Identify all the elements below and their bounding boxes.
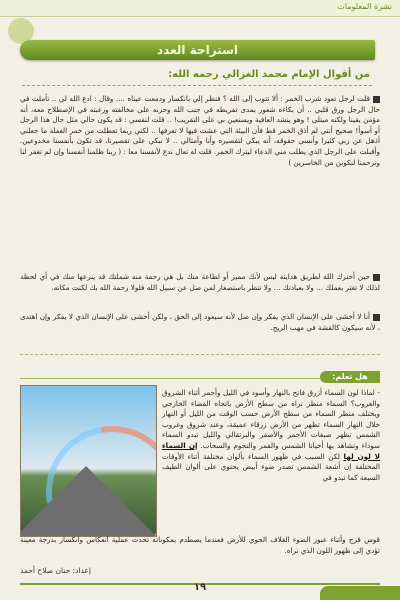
square-bullet-icon [373,274,380,281]
magazine-tag: نشرة المعلومات [337,2,392,11]
did-you-know-rule [20,378,320,379]
section-divider [20,354,380,355]
rainbow-road-photo [20,385,157,537]
quote-2-text: حين أخترك الله لطريق هدايته ليس لأنك مميز أو لطاعة منك بل هي رحمة منه شملتك قد ينزعها منك في أي لحظة لذلك لا تغتر بعملك ... ولا بعبادتك ... ولا تنظر باستصغار لمن ضل عن سبيل الله فلولا رحمة الله بك لكنت مكانه. [20,272,380,292]
did-you-know-intro: - لماذا لون السماء أزرق فاتح بالنهار وأسود في الليل وأحمر أثناء الشروق والغروب؟ السماء منظر نراه من سطح الأرض باتجاه الفضاء الخارجي ويختلف منظر السماء من سطح الأرض حسب الوقت من الليل أو النهار خلال النهار السماء تظهر من الأرض زرقاء عميقة، وعند شروق وغروب الشمس تظهر صبغات الأحمر والأصفر والبرتقالي والليل تبدو السماء سوداء وتشاهد بها أحيانا الشمس والقمر والنجوم والسحاب. [162,388,380,450]
road-shape [20,466,156,536]
did-you-know-continued: قوس قزح وأثناء عبور الضوء الغلاف الجوي للأرض فعندما يصطدم بمكوناته تحدث عملية انعكاس وانكسار بدرجة معينة تؤدي إلى ظهور اللون الذي نراه. [20,535,380,555]
square-bullet-icon [373,96,380,103]
did-you-know-label: هل تعلم: [320,371,380,383]
quote-paragraph-3 [20,312,380,333]
did-you-know-text [162,388,380,483]
subheading-divider [22,85,372,86]
quote-3-text: أنا لا أخشى على الإنسان الذي يفكر وإن ضل لأنه سيعود إلى الحق ، ولكن أخشى على الإنسان الذي لا يفكر وإن اهتدى ، لأنه سيكون كالقشة في مهب الريح. [20,312,380,332]
quote-paragraph-1 [20,94,380,168]
quotes-subheading: من أقوال الإمام محمد الغزالي رحمه الله: [168,69,370,80]
did-you-know-rest: لكن السبب في ظهور السماء بألوان مختلفة أثناء الأوقات المختلفة إن أشعة الشمس تصدر ضوء أبيض يحتوي على ألوان الطيف السبعة كما تبدو في [162,451,380,482]
quote-paragraph-2 [20,272,380,293]
top-strip [0,0,400,17]
did-you-know-highlight: إن السماء لا لون لها [162,440,380,461]
section-title-banner: استراحة العدد [20,40,375,60]
page-number: ١٩ [193,582,207,593]
author-credit: إعداد: حنان صلاح أحمد [20,566,91,575]
quote-1-text: قلت لرجل تعود شرب الخمر : ألا تتوب إلى الله ؟ فنظر إلي بانكسار ودمعت عيناه .... وقال : ادع الله لي .. تأملت في حال الرجل ورق قلبي .. أن بكاءه شعور بمدى تفريطه في جنب الله وحزنه على مخالفته ورغبته في الإصطلاح معه، أنه مؤمن يقينا ولكنه مبتلى ! وهو ينشد العافية ويستعين بي على التقريب! .. قلت لنفسي : قد يكون حالي مثل حال هذا الرجل أو أسوأ! صحيح أنني لم أذق الخمر قط فأن البيئة التي عشت فيها لا تعرفها .. لكني ربما تعطلت من خمر الغفلة ما جعلني أذهل عن ربي كثيرا وأنسى حقوقه، أنه يبكي لتقصيره وأنا وأمثالي .. لا نبكي على تقصيرنا، قد تكون بأنفسنا مخدوعين. وأقبلت على الرجل الذي يطلب مني الدعاء ليترك الخمر. قلت له تعال ندع لأنفسنا معا : ( ربنا ظلمنا أنفسنا وإن لم تغفر لنا وترحمنا لنكونن من الخاسرين ) [20,94,380,167]
footer-corner-decoration [320,586,400,600]
square-bullet-icon [373,314,380,321]
